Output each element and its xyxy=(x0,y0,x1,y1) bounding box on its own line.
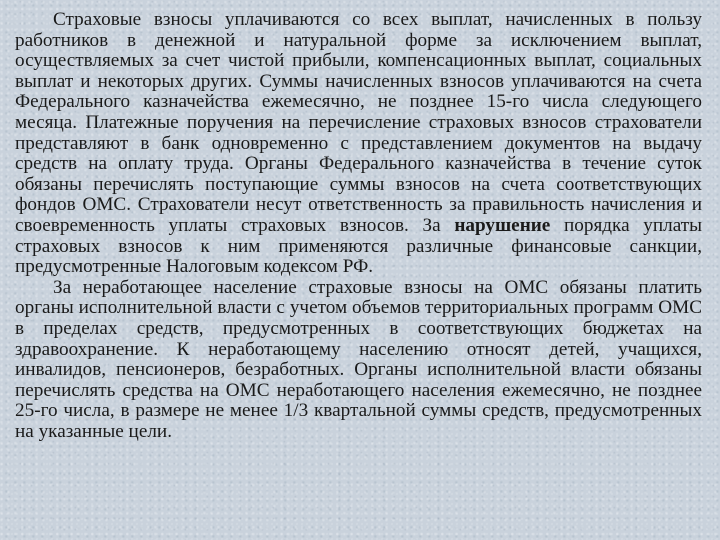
paragraph-insurance-contributions xyxy=(15,10,702,278)
bold-term-violation: нарушение xyxy=(454,214,551,236)
paragraph-unemployed-population: За неработающее население страховые взносы на ОМС обязаны платить органы исполнительной власти с учетом объемов территориальных программ ОМС в пределах средств, предусмотренных в соответствующих бюджетах на здравоохранение. К неработающему населению относят детей, учащихся, инвалидов, пенсионеров, безработных. Органы исполнительной власти обязаны перечислять средства на ОМС неработающего населения ежемесячно, не позднее 25-го числа, в размере не менее 1/3 квартальной суммы средств, предусмотренных на указанные цели. xyxy=(15,276,702,442)
paragraph-1-text-start: Страховые взносы уплачиваются со всех выплат, начисленных в пользу работников в денежной и натуральной форме за исключением выплат, осуществляемых за счет чистой прибыли, компенсационных выплат, социальных выплат и некоторых других. Суммы начисленных взносов уплачиваются на счета Федерального казначейства ежемесячно, не позднее 15-го числа следующего месяца. Платежные поручения на перечисление страховых взносов страхователи представляют в банк одновременно с представлением документов на выдачу средств на оплату труда. Органы Федерального казначейства в течение суток обязаны перечислять поступающие суммы взносов на счета соответствующих фондов ОМС. Страхователи несут ответственность за правильность начисления и своевременность уплаты страховых взносов. За xyxy=(15,9,702,236)
paragraph-1-text-end: порядка уплаты страховых взносов к ним применяются различные финансовые санкции, предусмотренные Налоговым кодексом РФ. xyxy=(15,214,703,278)
